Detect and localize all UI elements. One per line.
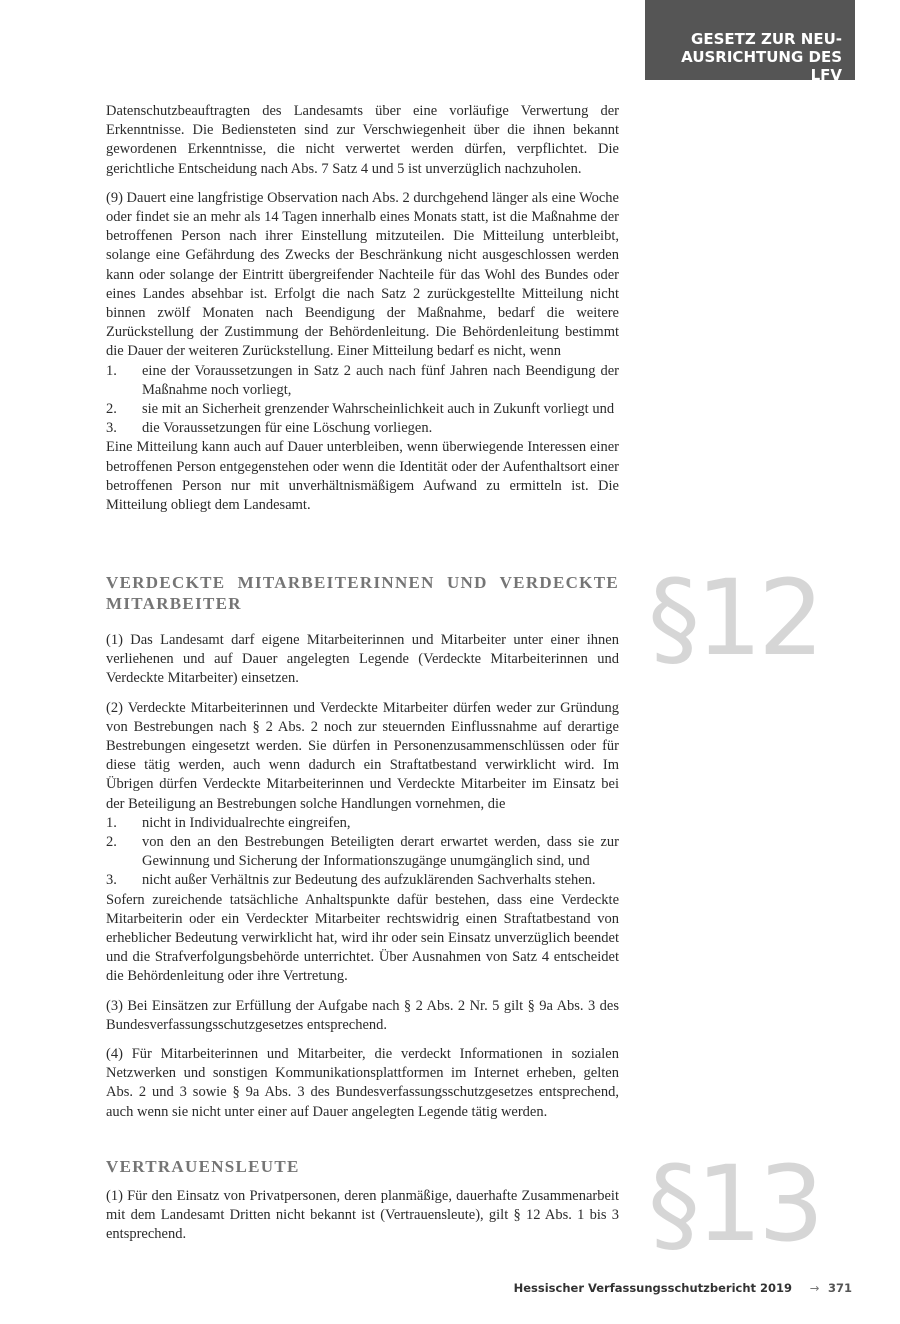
list-text: nicht außer Verhältnis zur Bedeutung des aufzuklärenden Sachverhalts stehen. <box>142 872 596 889</box>
arrow-right-icon: → <box>809 1281 820 1295</box>
list-item <box>106 400 619 419</box>
paragraph-2-intro: (2) Verdeckte Mitarbeiterinnen und Verdeckte Mitarbeiter dürfen weder zur Gründung von Bestrebungen nach § 2 Abs. 2 noch zur steuernden Einflussnahme auf derartige Bestrebungen eingesetzt werden. Sie dürfen in Personenzusammenschlüssen oder für diese tätig werden, auch wenn dadurch ein Straftatbestand verwirklicht wird. Im Übrigen dürfen Verdeckte Mitarbeiterinnen und Verdeckte Mitarbeiter im Einsatz bei der Beteiligung an Bestrebungen solche Handlungen vornehmen, die <box>106 699 619 812</box>
list-item <box>106 871 619 890</box>
paragraph: Datenschutzbeauftragten des Landesamts über eine vorläufige Verwertung der Erkenntnisse. Die Bediensteten sind zur Verschwiegenheit über die ihnen bekannt gewordenen Erkenntnisse, die nicht verwertet werden dürfen, verpflichtet. Die gerichtliche Entscheidung nach Abs. 7 Satz 4 und 5 ist unverzüglich nachzuholen. <box>106 103 619 177</box>
list-item <box>106 833 619 871</box>
list-text: sie mit an Sicherheit grenzender Wahrscheinlichkeit auch in Zukunft vorliegt und <box>142 401 615 418</box>
paragraph-4: (4) Für Mitarbeiterinnen und Mitarbeiter, die verdeckt Informationen in sozialen Netzwerken und sonstigen Kommunikationsplattformen im Internet erheben, gelten Abs. 2 und 3 sowie § 9a Abs. 3 des Bundesverfassungsschutzgesetzes entsprechend, auch wenn sie nicht unter einer auf Dauer angelegten Legende tätig werden. <box>106 1046 619 1120</box>
section-13 <box>106 1156 619 1245</box>
page-footer <box>400 1281 852 1295</box>
paragraph-2-outro: Sofern zureichende tatsächliche Anhaltspunkte dafür bestehen, dass eine Verdeckte Mitarbeiterin oder ein Verdeckter Mitarbeiter rechtswidrig einen Straftatbestand von erheblicher Bedeutung verwirklicht hat, wird ihr oder sein Einsatz unverzüglich beendet und die Strafverfolgungsbehörde unterrichtet. Über Ausnahmen von Satz 4 entscheidet die Behördenleitung oder ihre Vertretung. <box>106 891 619 985</box>
list-number: 2. <box>106 401 117 418</box>
section-number-12: §12 <box>648 557 821 679</box>
chapter-tab: GESETZ ZUR NEU- AUSRICHTUNG DES LFV <box>645 0 855 80</box>
section-heading: VERDECKTE MITARBEITERINNEN UND VERDECKTE MITARBEITER <box>106 573 619 613</box>
list-number: 1. <box>106 362 117 379</box>
list-item <box>106 814 619 833</box>
section-12 <box>106 572 619 1122</box>
list-number: 1. <box>106 814 117 831</box>
list-text: eine der Voraussetzungen in Satz 2 auch nach fünf Jahren nach Beendigung der Maßnahme noch vorliegt, <box>142 362 619 398</box>
list-number: 3. <box>106 420 117 437</box>
section-number-13: §13 <box>648 1143 821 1265</box>
list-text: nicht in Individualrechte eingreifen, <box>142 814 351 831</box>
publication-title: Hessischer Verfassungsschutzbericht 2019 <box>513 1281 793 1295</box>
list-item <box>106 419 619 438</box>
paragraph-3: (3) Bei Einsätzen zur Erfüllung der Aufgabe nach § 2 Abs. 2 Nr. 5 gilt § 9a Abs. 3 des Bundesverfassungsschutzgesetzes entsprechend. <box>106 997 619 1033</box>
list-text: die Voraussetzungen für eine Löschung vorliegen. <box>142 420 433 437</box>
list-text: von den an den Bestrebungen Beteiligten derart erwartet werden, dass sie zur Gewinnung und Sicherung der Informationszugänge unumgänglich sind, und <box>142 834 619 870</box>
list-number: 2. <box>106 834 117 851</box>
list-item <box>106 362 619 400</box>
paragraph-9-intro: (9) Dauert eine langfristige Observation nach Abs. 2 durchgehend länger als eine Woche oder findet sie an mehr als 14 Tagen innerhalb eines Monats statt, ist die Maßnahme der betroffenen Person nach ihrer Einstellung mitzuteilen. Die Mitteilung unterbleibt, solange eine Gefährdung des Zwecks der Beschränkung nicht ausgeschlossen werden kann oder solange der Eintritt übergreifender Nachteile für das Wohl des Bundes oder eines Landes absehbar ist. Erfolgt die nach Satz 2 zurückgestellte Mitteilung nicht binnen zwölf Monaten nach Beendigung der Maßnahme, bedarf die weitere Zurückstellung der Zustimmung der Behördenleitung. Die Behördenleitung bestimmt die Dauer der weiteren Zurückstellung. Einer Mitteilung bedarf es nicht, wenn <box>106 189 619 360</box>
list-number: 3. <box>106 872 117 889</box>
page-number: 371 <box>827 1281 852 1295</box>
paragraph-1: (1) Das Landesamt darf eigene Mitarbeiterinnen und Mitarbeiter unter einer ihnen verliehenen und auf Dauer angelegten Legende (Verdeckte Mitarbeiterinnen und Verdeckte Mitarbeiter) einsetzen. <box>106 632 619 687</box>
paragraph-1: (1) Für den Einsatz von Privatpersonen, deren planmäßige, dauerhafte Zusammenarbeit mit dem Landesamt Dritten nicht bekannt ist (Vertrauensleute), gilt § 12 Abs. 1 bis 3 entsprechend. <box>106 1188 619 1243</box>
section-heading: VERTRAUENSLEUTE <box>106 1157 300 1176</box>
paragraph-9-outro: Eine Mitteilung kann auch auf Dauer unterbleiben, wenn überwiegende Interessen einer betroffenen Person entgegenstehen oder wenn die Identität oder der Aufenthaltsort einer betroffenen Person nur mit unverhältnismäßigem Aufwand zu ermitteln ist. Die Mitteilung obliegt dem Landesamt. <box>106 439 619 514</box>
section-11-continuation <box>106 102 619 515</box>
